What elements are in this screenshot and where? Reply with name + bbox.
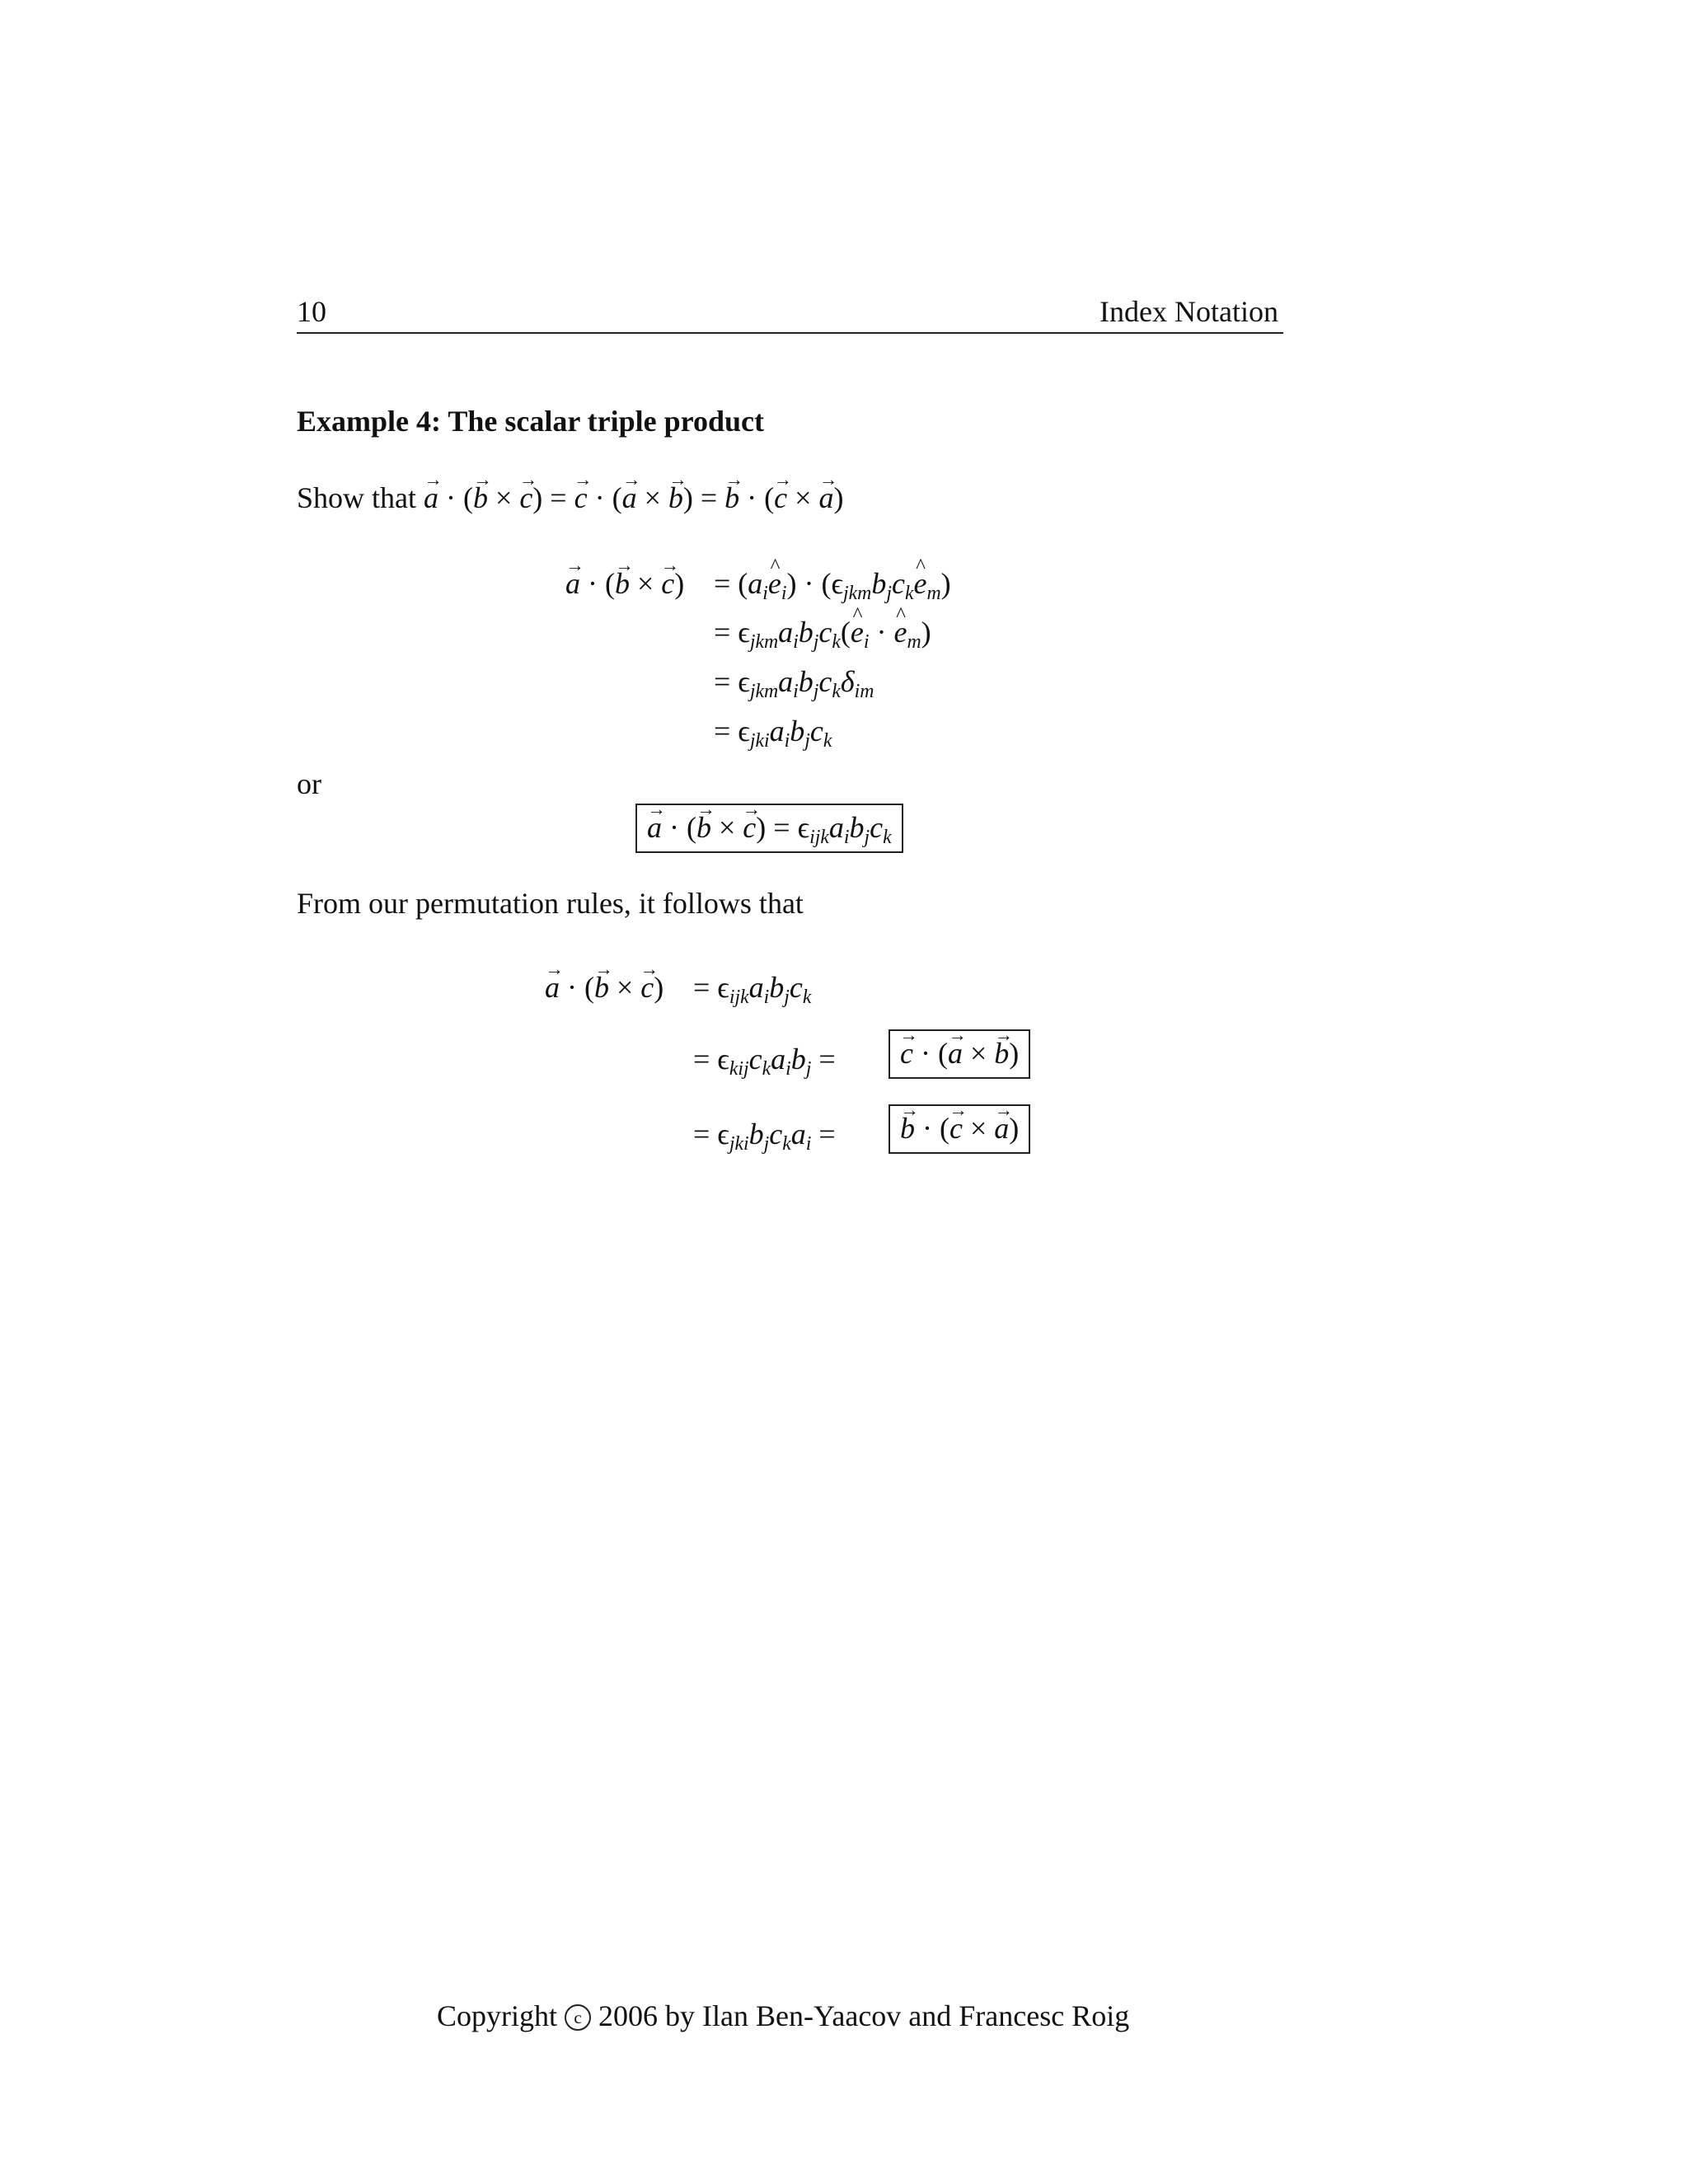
copyright-icon: c (565, 2004, 591, 2031)
derivation-line-4: = $\epsilon_{jki}a_ib_jc_k$ (714, 715, 832, 752)
permutation-lhs: → a · (→ b × → c) (545, 970, 663, 1005)
derivation-line-2: = $\epsilon_{jkm}a_ib_jc_k(\^{}$ $e_i$ · ^ $e_m$) (714, 615, 931, 649)
statement-equation: → a · (→ b × → c) = → c · (→ a × → b) = → b · (→ c × → a) (424, 481, 843, 514)
derivation-line-3: = $\epsilon_{jkm}a_ib_jc_k\delta_{im}$ (714, 665, 874, 703)
show-that-label: Show that (297, 481, 417, 514)
permutation-line-1: = $\epsilon_{ijk}a_ib_jc_k$ (693, 971, 812, 1009)
derivation-line-1: = ($a_i\^{}$ $e_i$) · ($\epsilon_{jkm}b_jc_k\^{}$ $e_m$) (714, 566, 951, 601)
header-rule (297, 332, 1283, 334)
permutation-line-3: = $\epsilon_{jki}b_jc_ka_i$ = (693, 1118, 836, 1155)
boxed-result: → a · (→ b × → $c) = \epsilon_{ijk}a_ib_jc_k$ (635, 804, 903, 853)
example-heading: Example 4: The scalar triple product (297, 405, 764, 438)
running-title: Index Notation (1100, 295, 1278, 328)
copyright-footer (437, 1999, 1129, 2033)
copyright-text: 2006 by Ilan Ben-Yaacov and Francesc Roig (598, 1999, 1130, 2032)
boxed-permutation-2: → b · (→ c × → a) (889, 1104, 1030, 1154)
page-number: 10 (297, 295, 326, 328)
permutation-text: From our permutation rules, it follows that (297, 887, 804, 920)
problem-statement (297, 480, 843, 515)
permutation-line-2: = $\epsilon_{kij}c_ka_ib_j$ = (693, 1043, 836, 1080)
or-connector: or (297, 767, 321, 800)
copyright-word: Copyright (437, 1999, 558, 2032)
boxed-permutation-1: → c · (→ a × → b) (889, 1029, 1030, 1079)
derivation-lhs: → a · (→ b × → c) (565, 566, 684, 601)
